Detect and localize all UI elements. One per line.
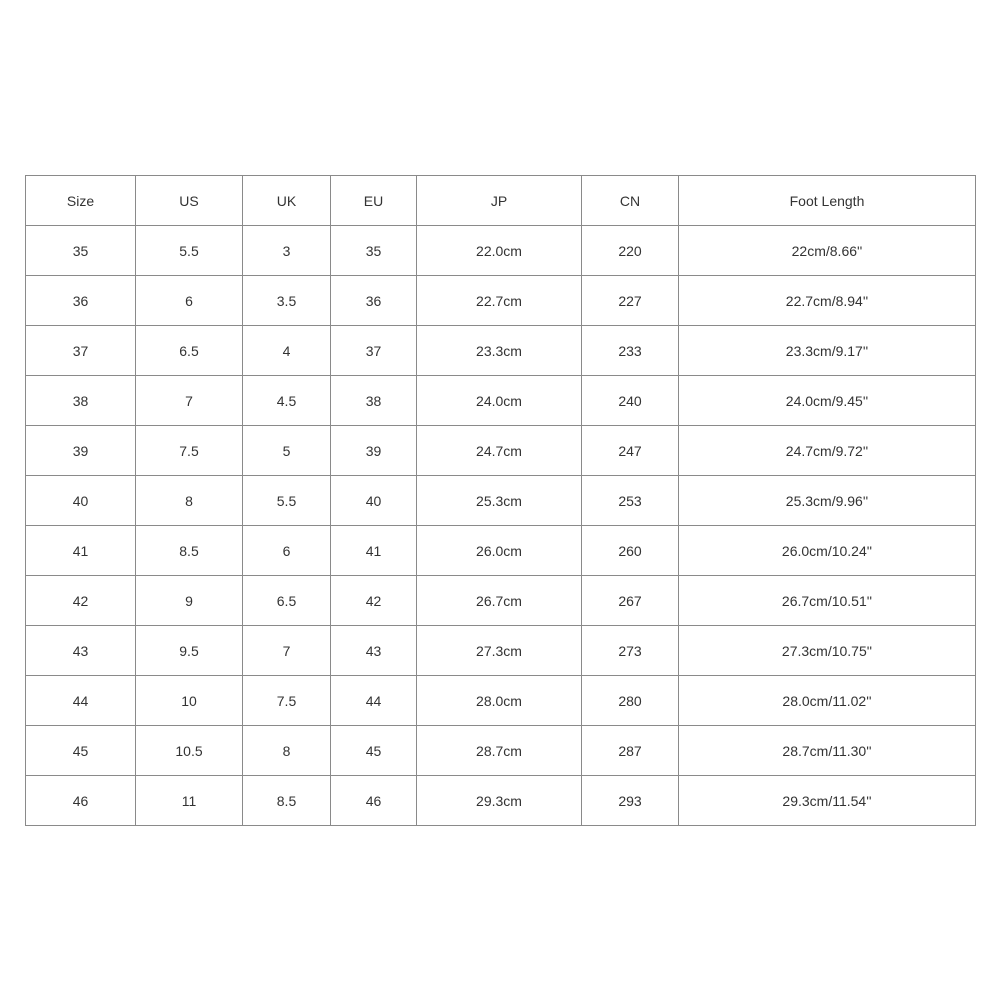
cell-us: 8.5 bbox=[136, 526, 243, 576]
cell-size: 39 bbox=[26, 426, 136, 476]
table-row bbox=[26, 526, 976, 576]
header-jp: JP bbox=[417, 176, 582, 226]
cell-foot-length: 29.3cm/11.54'' bbox=[679, 776, 976, 826]
cell-foot-length: 23.3cm/9.17'' bbox=[679, 326, 976, 376]
cell-us: 7 bbox=[136, 376, 243, 426]
cell-size: 37 bbox=[26, 326, 136, 376]
cell-jp: 22.7cm bbox=[417, 276, 582, 326]
cell-uk: 6.5 bbox=[243, 576, 331, 626]
cell-us: 10 bbox=[136, 676, 243, 726]
cell-size: 35 bbox=[26, 226, 136, 276]
cell-foot-length: 26.0cm/10.24'' bbox=[679, 526, 976, 576]
cell-us: 8 bbox=[136, 476, 243, 526]
cell-eu: 44 bbox=[331, 676, 417, 726]
table-row bbox=[26, 326, 976, 376]
cell-foot-length: 28.0cm/11.02'' bbox=[679, 676, 976, 726]
cell-jp: 29.3cm bbox=[417, 776, 582, 826]
cell-cn: 233 bbox=[582, 326, 679, 376]
table-row bbox=[26, 626, 976, 676]
cell-uk: 8.5 bbox=[243, 776, 331, 826]
table-row bbox=[26, 576, 976, 626]
cell-cn: 240 bbox=[582, 376, 679, 426]
size-chart-table bbox=[25, 175, 976, 826]
cell-jp: 23.3cm bbox=[417, 326, 582, 376]
cell-size: 36 bbox=[26, 276, 136, 326]
table-row bbox=[26, 376, 976, 426]
cell-foot-length: 22cm/8.66'' bbox=[679, 226, 976, 276]
cell-uk: 3.5 bbox=[243, 276, 331, 326]
table-row bbox=[26, 226, 976, 276]
cell-cn: 253 bbox=[582, 476, 679, 526]
cell-cn: 293 bbox=[582, 776, 679, 826]
cell-us: 10.5 bbox=[136, 726, 243, 776]
cell-eu: 39 bbox=[331, 426, 417, 476]
cell-us: 7.5 bbox=[136, 426, 243, 476]
cell-jp: 27.3cm bbox=[417, 626, 582, 676]
cell-jp: 22.0cm bbox=[417, 226, 582, 276]
cell-cn: 287 bbox=[582, 726, 679, 776]
cell-uk: 8 bbox=[243, 726, 331, 776]
table-row bbox=[26, 426, 976, 476]
cell-eu: 41 bbox=[331, 526, 417, 576]
cell-cn: 220 bbox=[582, 226, 679, 276]
cell-size: 42 bbox=[26, 576, 136, 626]
cell-us: 9.5 bbox=[136, 626, 243, 676]
cell-jp: 28.7cm bbox=[417, 726, 582, 776]
cell-size: 40 bbox=[26, 476, 136, 526]
table-row bbox=[26, 276, 976, 326]
cell-us: 6.5 bbox=[136, 326, 243, 376]
cell-uk: 7 bbox=[243, 626, 331, 676]
table-row bbox=[26, 726, 976, 776]
cell-cn: 260 bbox=[582, 526, 679, 576]
cell-jp: 26.0cm bbox=[417, 526, 582, 576]
cell-foot-length: 25.3cm/9.96'' bbox=[679, 476, 976, 526]
header-us: US bbox=[136, 176, 243, 226]
cell-size: 41 bbox=[26, 526, 136, 576]
cell-size: 38 bbox=[26, 376, 136, 426]
cell-foot-length: 28.7cm/11.30'' bbox=[679, 726, 976, 776]
cell-eu: 35 bbox=[331, 226, 417, 276]
cell-size: 43 bbox=[26, 626, 136, 676]
cell-jp: 26.7cm bbox=[417, 576, 582, 626]
cell-eu: 46 bbox=[331, 776, 417, 826]
header-foot-length: Foot Length bbox=[679, 176, 976, 226]
size-chart-body bbox=[26, 176, 976, 826]
table-row bbox=[26, 476, 976, 526]
cell-foot-length: 24.0cm/9.45'' bbox=[679, 376, 976, 426]
cell-cn: 273 bbox=[582, 626, 679, 676]
cell-jp: 25.3cm bbox=[417, 476, 582, 526]
cell-eu: 38 bbox=[331, 376, 417, 426]
cell-foot-length: 24.7cm/9.72'' bbox=[679, 426, 976, 476]
cell-uk: 3 bbox=[243, 226, 331, 276]
table-row bbox=[26, 676, 976, 726]
cell-eu: 42 bbox=[331, 576, 417, 626]
cell-cn: 267 bbox=[582, 576, 679, 626]
cell-uk: 5.5 bbox=[243, 476, 331, 526]
cell-uk: 7.5 bbox=[243, 676, 331, 726]
cell-eu: 45 bbox=[331, 726, 417, 776]
header-size: Size bbox=[26, 176, 136, 226]
cell-jp: 24.7cm bbox=[417, 426, 582, 476]
cell-us: 5.5 bbox=[136, 226, 243, 276]
cell-cn: 227 bbox=[582, 276, 679, 326]
table-row bbox=[26, 776, 976, 826]
cell-eu: 36 bbox=[331, 276, 417, 326]
cell-uk: 4 bbox=[243, 326, 331, 376]
cell-cn: 280 bbox=[582, 676, 679, 726]
cell-foot-length: 22.7cm/8.94'' bbox=[679, 276, 976, 326]
cell-size: 44 bbox=[26, 676, 136, 726]
header-uk: UK bbox=[243, 176, 331, 226]
cell-foot-length: 26.7cm/10.51'' bbox=[679, 576, 976, 626]
header-eu: EU bbox=[331, 176, 417, 226]
cell-eu: 40 bbox=[331, 476, 417, 526]
cell-us: 11 bbox=[136, 776, 243, 826]
table-header-row bbox=[26, 176, 976, 226]
cell-foot-length: 27.3cm/10.75'' bbox=[679, 626, 976, 676]
cell-jp: 24.0cm bbox=[417, 376, 582, 426]
header-cn: CN bbox=[582, 176, 679, 226]
cell-size: 45 bbox=[26, 726, 136, 776]
cell-uk: 5 bbox=[243, 426, 331, 476]
cell-eu: 43 bbox=[331, 626, 417, 676]
cell-us: 9 bbox=[136, 576, 243, 626]
cell-jp: 28.0cm bbox=[417, 676, 582, 726]
cell-uk: 6 bbox=[243, 526, 331, 576]
cell-cn: 247 bbox=[582, 426, 679, 476]
cell-size: 46 bbox=[26, 776, 136, 826]
cell-us: 6 bbox=[136, 276, 243, 326]
cell-uk: 4.5 bbox=[243, 376, 331, 426]
cell-eu: 37 bbox=[331, 326, 417, 376]
